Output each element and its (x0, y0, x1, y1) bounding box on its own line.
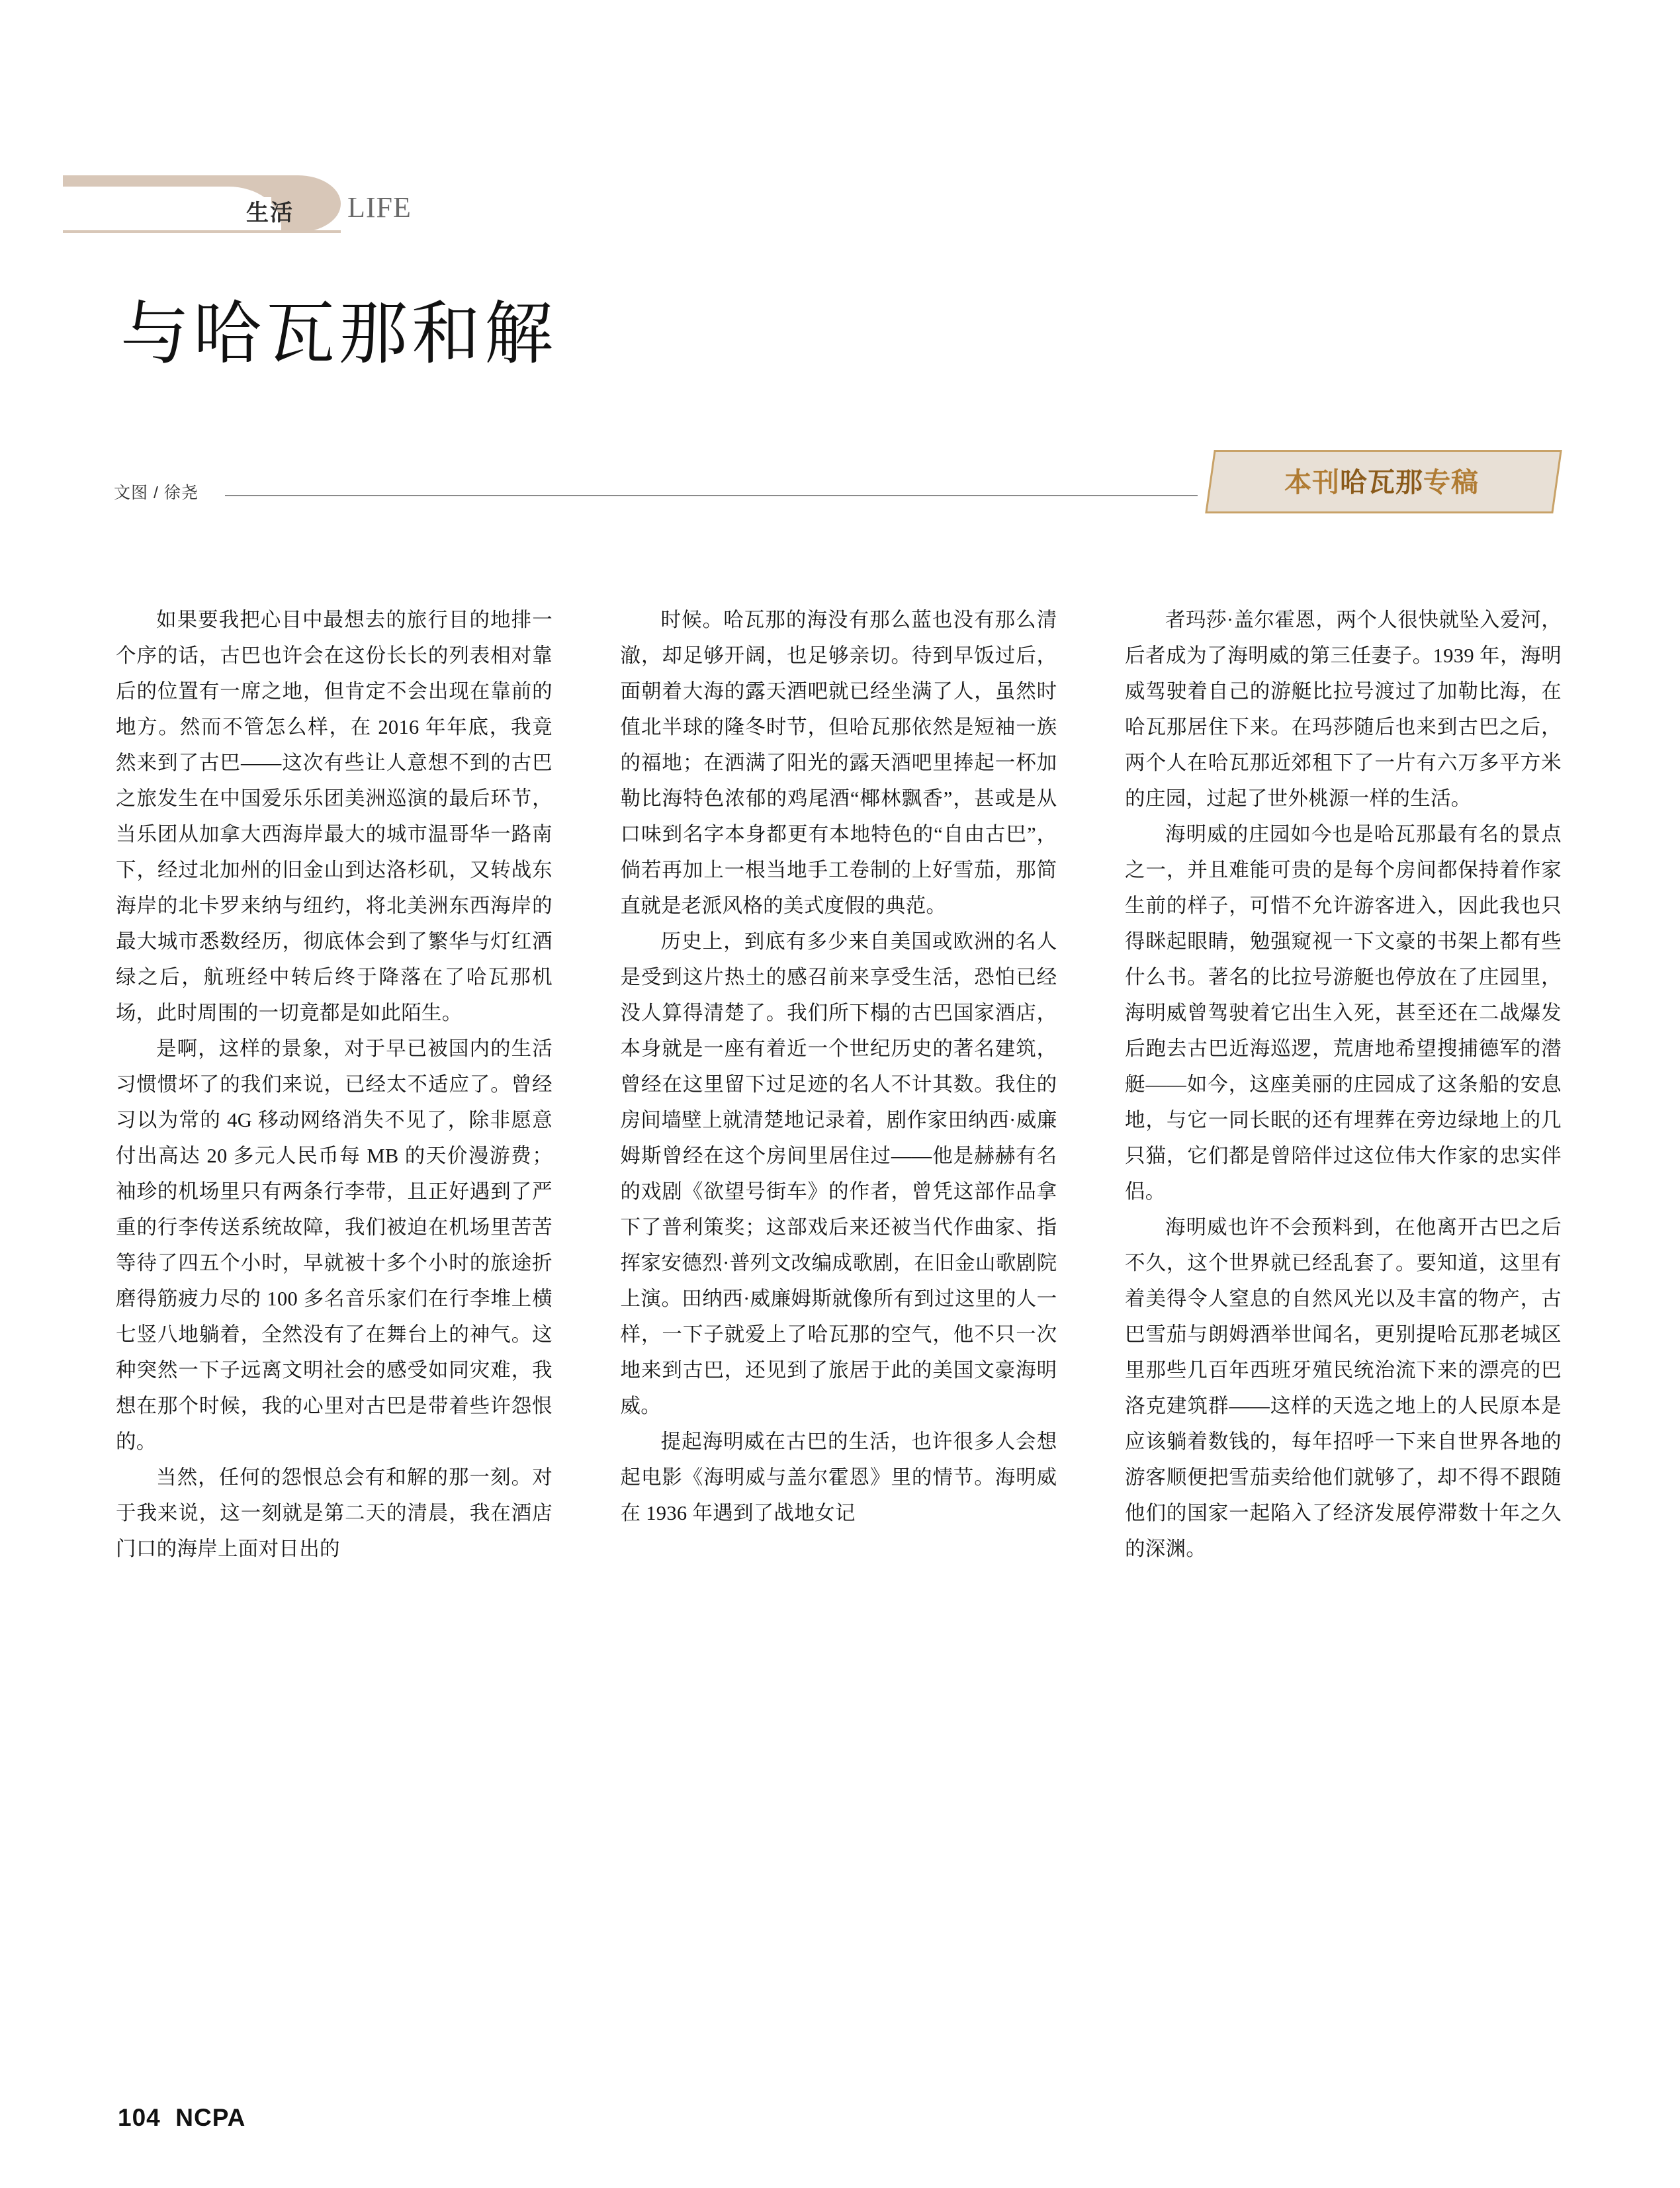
page-footer (118, 2104, 245, 2132)
section-label-cn: 生活 (246, 200, 294, 226)
badge-prefix: 本刊 (1284, 466, 1340, 498)
paragraph: 海明威的庄园如今也是哈瓦那最有名的景点之一，并且难能可贵的是每个房间都保持着作家生前的样子，可惜不允许游客进入，因此我也只得眯起眼睛，勉强窥视一下文豪的书架上都有些什么书。著名的比拉号游艇也停放在了庄园里，海明威曾驾驶着它出生入死，甚至还在二战爆发后跑去古巴近海巡逻，荒唐地希望搜捕德军的潜艇——如今，这座美丽的庄园成了这条船的安息地，与它一同长眠的还有埋葬在旁边绿地上的几只猫，它们都是曾陪伴过这位伟大作家的忠实伴侣。 (1125, 823, 1562, 1203)
page-number: 104 (118, 2104, 161, 2131)
badge-suffix: 专稿 (1423, 466, 1479, 498)
paragraph: 是啊，这样的景象，对于早已被国内的生活习惯惯坏了的我们来说，已经太不适应了。曾经习以为常的 4G 移动网络消失不见了，除非愿意付出高达 20 多元人民币每 MB 的天价漫游费；袖珍的机场里只有两条行李带，且正好遇到了严重的行李传送系统故障，我们被迫在机场里苦苦等待了四五个小时，早就被十多个小时的旅途折磨得筋疲力尽的 100 多名音乐家们在行李堆上横七竖八地躺着，全然没有了在舞台上的神气。这种突然一下子远离文明社会的感受如同灾难，我想在那个时候，我的心里对古巴是带着些许怨恨的。 (116, 1037, 553, 1453)
page-header (0, 79, 1680, 226)
header-swoosh-inner-shape-2 (99, 197, 271, 233)
paragraph: 历史上，到底有多少来自美国或欧洲的名人是受到这片热土的感召前来享受生活，恐怕已经没人算得清楚了。我们所下榻的古巴国家酒店，本身就是一座有着近一个世纪历史的著名建筑，曾经在这里留下过足迹的名人不计其数。我住的房间墙壁上就清楚地记录着，剧作家田纳西·威廉姆斯曾经在这个房间里居住过——他是赫赫有名的戏剧《欲望号街车》的作者，曾凭这部作品拿下了普利策奖；这部戏后来还被当代作曲家、指挥家安德烈·普列文改编成歌剧，在旧金山歌剧院上演。田纳西·威廉姆斯就像所有到过这里的人一样，一下子就爱上了哈瓦那的空气，他不只一次地来到古巴，还见到了旅居于此的美国文豪海明威。 (620, 930, 1057, 1417)
paragraph: 海明威也许不会预料到，在他离开古巴之后不久，这个世界就已经乱套了。要知道，这里有着美得令人窒息的自然风光以及丰富的物产，古巴雪茄与朗姆酒举世闻名，更别提哈瓦那老城区里那些几百年西班牙殖民统治流下来的漂亮的巴洛克建筑群——这样的天选之地上的人民原本是应该躺着数钱的，每年招呼一下来自世界各地的游客顺便把雪茄卖给他们就够了，却不得不跟随他们的国家一起陷入了经济发展停滞数十年之久的深渊。 (1125, 1216, 1562, 1560)
paragraph: 者玛莎·盖尔霍恩，两个人很快就坠入爱河，后者成为了海明威的第三任妻子。1939 年，海明威驾驶着自己的游艇比拉号渡过了加勒比海，在哈瓦那居住下来。在玛莎随后也来到古巴之后，两个人在哈瓦那近郊租下了一片有六万多平方米的庄园，过起了世外桃源一样的生活。 (1125, 609, 1562, 810)
section-label-en: LIFE (347, 191, 412, 224)
column-2 (621, 602, 1057, 1567)
page-title: 与哈瓦那和解 (120, 296, 558, 372)
paragraph: 当然，任何的怨恨总会有和解的那一刻。对于我来说，这一刻就是第二天的清晨，我在酒店门口的海岸上面对日出的 (116, 1466, 553, 1560)
badge-text (1210, 450, 1554, 509)
paragraph: 提起海明威在古巴的生活，也许很多人会想起电影《海明威与盖尔霍恩》里的情节。海明威在 1936 年遇到了战地女记 (620, 1430, 1057, 1524)
badge-emphasis: 哈瓦那 (1340, 466, 1423, 498)
article-body (116, 602, 1562, 1567)
paragraph: 时候。哈瓦那的海没有那么蓝也没有那么清澈，却足够开阔，也足够亲切。待到早饭过后，面朝着大海的露天酒吧就已经坐满了人，虽然时值北半球的隆冬时节，但哈瓦那依然是短袖一族的福地；在洒满了阳光的露天酒吧里捧起一杯加勒比海特色浓郁的鸡尾酒“椰林飘香”，甚或是从口味到名字本身都更有本地特色的“自由古巴”，倘若再加上一根当地手工卷制的上好雪茄，那简直就是老派风格的美式度假的典范。 (620, 609, 1057, 917)
byline: 文图 / 徐尧 (114, 484, 199, 502)
header-divider (63, 230, 341, 233)
paragraph: 如果要我把心目中最想去的旅行目的地排一个序的话，古巴也许会在这份长长的列表相对靠后的位置有一席之地，但肯定不会出现在靠前的地方。然而不管怎么样，在 2016 年年底，我竟然来到了古巴——这次有些让人意想不到的古巴之旅发生在中国爱乐乐团美洲巡演的最后环节，当乐团从加拿大西海岸最大的城市温哥华一路南下，经过北加州的旧金山到达洛杉矶，又转战东海岸的北卡罗来纳与纽约，将北美洲东西海岸的最大城市悉数经历，彻底体会到了繁华与灯红酒绿之后，航班经中转后终于降落在了哈瓦那机场，此时周围的一切竟都是如此陌生。 (116, 609, 553, 1024)
column-3 (1125, 602, 1562, 1567)
special-feature-badge (1210, 450, 1554, 509)
byline-divider (225, 495, 1198, 496)
column-1 (116, 602, 553, 1567)
publication-name: NCPA (175, 2104, 246, 2131)
